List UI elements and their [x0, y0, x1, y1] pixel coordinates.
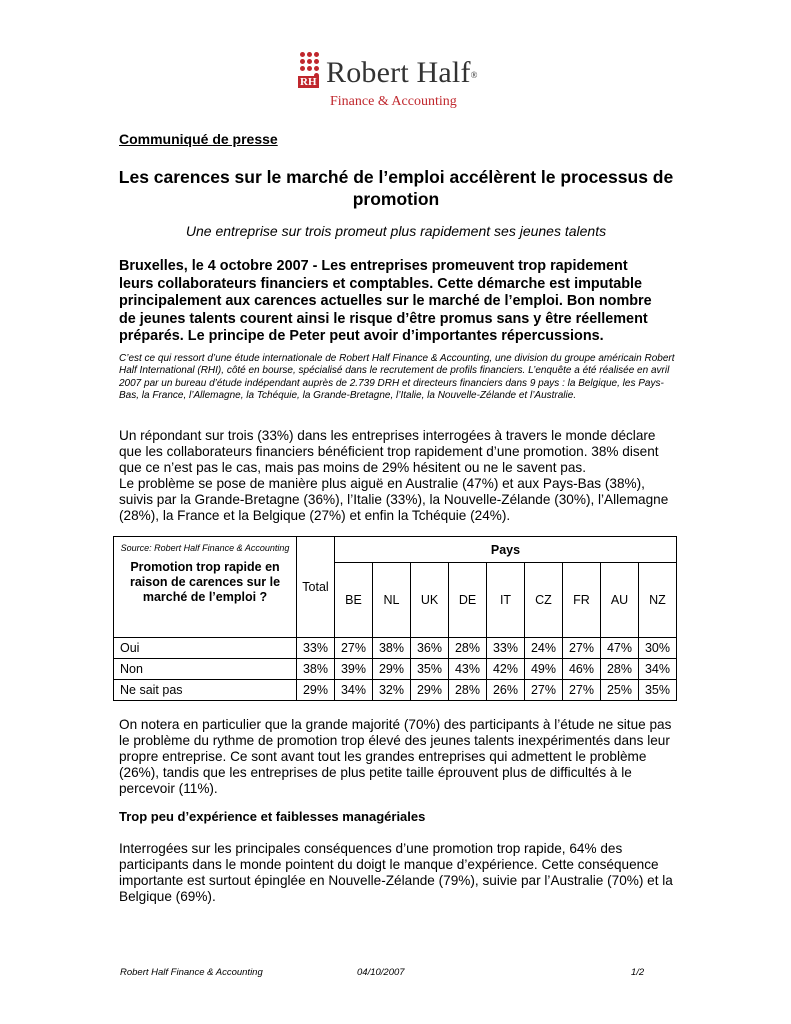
table-cell: 28%: [449, 638, 487, 659]
table-cell: 35%: [411, 659, 449, 680]
table-cell: 27%: [563, 680, 601, 701]
table-row: [114, 680, 677, 701]
footer-company: Robert Half Finance & Accounting: [120, 967, 263, 978]
table-cell: 49%: [525, 659, 563, 680]
logo-rh-mark: RH: [300, 76, 317, 88]
table-cell: 29%: [411, 680, 449, 701]
table-header-cell: [114, 537, 297, 638]
table-cell: 33%: [297, 638, 335, 659]
table-country-header: UK: [411, 563, 449, 638]
table-cell: 32%: [373, 680, 411, 701]
table-cell: 39%: [335, 659, 373, 680]
table-cell: 25%: [601, 680, 639, 701]
table-cell: 35%: [639, 680, 677, 701]
table-cell: 42%: [487, 659, 525, 680]
footer-date: 04/10/2007: [357, 967, 405, 978]
table-cell: 27%: [563, 638, 601, 659]
page-subtitle: Une entreprise sur trois promeut plus rapidement ses jeunes talents: [185, 223, 607, 239]
table-country-header: IT: [487, 563, 525, 638]
section-heading: Trop peu d’expérience et faiblesses managériales: [119, 809, 426, 824]
lead-paragraph: Bruxelles, le 4 octobre 2007 - Les entreprises promeuvent trop rapidement leurs collaborateurs financiers et comptables. Cette démarche est imputable principalement aux carences actuelles sur le marché de l’emploi. Bon nombre de jeunes talents courent ainsi le risque d’être promus sans y être réellement préparés. Le principe de Peter peut avoir d’importantes répercussions.: [119, 258, 652, 345]
table-country-header: NZ: [639, 563, 677, 638]
table-question: Promotion trop rapide en raison de carences sur le marché de l’emploi ?: [129, 560, 281, 604]
table-cell: 38%: [297, 659, 335, 680]
footer-page-number: 1/2: [631, 967, 645, 978]
table-cell: 28%: [601, 659, 639, 680]
logo-subtitle: Finance & Accounting: [330, 94, 457, 109]
table-cell: 24%: [525, 638, 563, 659]
table-row-label: Ne sait pas: [114, 680, 297, 701]
body-paragraph-3: Interrogées sur les principales conséquences d’une promotion trop rapide, 64% des participants dans le monde pointent du doigt le manque d’expérience. Cette conséquence importante est surtout épinglée en Nouvelle-Zélande (79%), suivie par l’Australie (70%) et la Belgique (69%).: [119, 841, 673, 905]
table-source: Source: Robert Half Finance & Accounting: [120, 543, 290, 553]
table-cell: 28%: [449, 680, 487, 701]
table-cell: 33%: [487, 638, 525, 659]
table-country-header: NL: [373, 563, 411, 638]
press-release-label: Communiqué de presse: [119, 131, 278, 147]
table-cell: 47%: [601, 638, 639, 659]
table-cell: 27%: [335, 638, 373, 659]
table-row: [114, 638, 677, 659]
table-row-label: Oui: [114, 638, 297, 659]
body-paragraph-1: Un répondant sur trois (33%) dans les entreprises interrogées à travers le monde déclare que les collaborateurs financiers bénéficient trop rapidement d’une promotion. 38% disent que ce n’est pas le cas, mais pas moins de 29% hésitent ou ne le savent pas. Le problème se pose de manière plus aiguë en Australie (47%) et aux Pays-Bas (38%), suivis par la Grande-Bretagne (36%), l’Italie (33%), la Nouvelle-Zélande (30%), l’Allemagne (28%), la France et la Belgique (27%) et enfin la Tchéquie (24%).: [119, 428, 669, 524]
table-cell: 29%: [373, 659, 411, 680]
robert-half-logo: [296, 52, 496, 112]
table-cell: 34%: [335, 680, 373, 701]
table-cell: 27%: [525, 680, 563, 701]
table-cell: 26%: [487, 680, 525, 701]
table-pays-header: Pays: [335, 537, 677, 563]
page-title: Les carences sur le marché de l’emploi accélèrent le processus de promotion: [118, 167, 674, 209]
table-cell: 34%: [639, 659, 677, 680]
table-cell: 43%: [449, 659, 487, 680]
table-total-header: Total: [297, 537, 335, 638]
body-paragraph-2: On notera en particulier que la grande majorité (70%) des participants à l’étude ne situe pas le problème du rythme de promotion trop élevé des jeunes talents inexpérimentés dans leur propre entreprise. Ce sont avant tout les grandes entreprises qui admettent le problème (26%), tandis que les entreprises de plus petite taille éprouvent plus de difficultés à le percevoir (11%).: [119, 717, 672, 797]
table-cell: 30%: [639, 638, 677, 659]
table-country-header: CZ: [525, 563, 563, 638]
table-country-header: DE: [449, 563, 487, 638]
table-row-label: Non: [114, 659, 297, 680]
table-cell: 38%: [373, 638, 411, 659]
table-cell: 29%: [297, 680, 335, 701]
table-cell: 46%: [563, 659, 601, 680]
intro-paragraph: C’est ce qui ressort d’une étude internationale de Robert Half Finance & Accounting, une division du groupe américain Robert Half International (RHI), côté en bourse, spécialisé dans le recrutement de profils financiers. L’enquête a été réalisée en avril 2007 par un bureau d’étude indépendant auprès de 2.739 DRH et directeurs financiers dans 9 pays : la Belgique, les Pays-Bas, la France, l’Allemagne, la Tchéquie, la Grande-Bretagne, l’Italie, la Nouvelle-Zélande et l’Australie.: [119, 353, 675, 402]
table-country-header: FR: [563, 563, 601, 638]
table-country-header: BE: [335, 563, 373, 638]
table-cell: 36%: [411, 638, 449, 659]
survey-table: [113, 536, 677, 701]
table-country-header: AU: [601, 563, 639, 638]
table-row: [114, 659, 677, 680]
logo-name: Robert Half®: [326, 56, 478, 89]
